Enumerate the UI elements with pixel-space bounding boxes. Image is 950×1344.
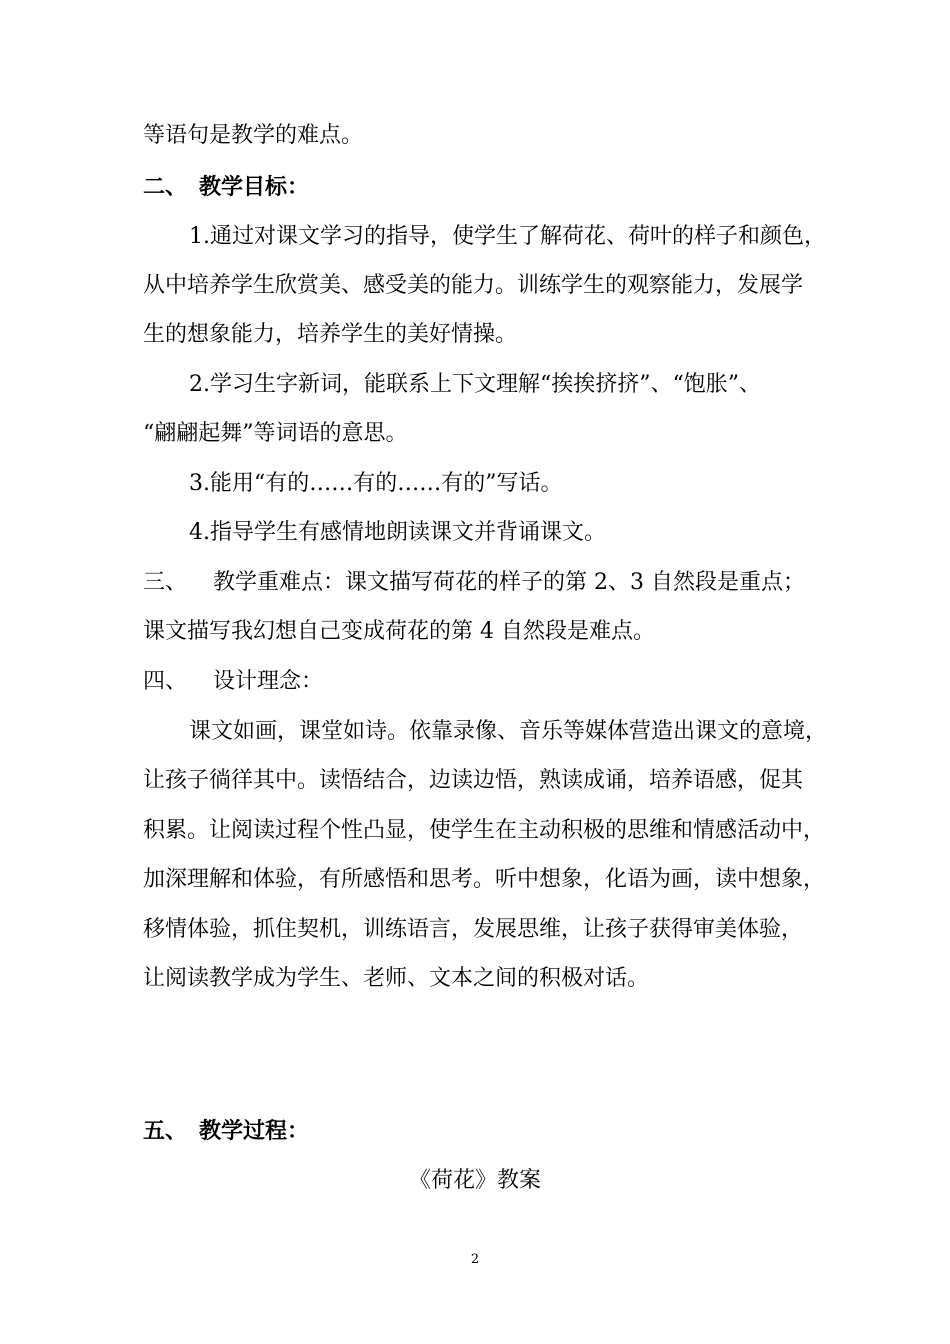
paragraph-line: 4.指导学生有感情地朗读课文并背诵课文。	[189, 520, 606, 545]
paragraph-line: 生的想象能力，培养学生的美好情操。	[143, 322, 518, 347]
section-heading-objectives	[143, 172, 309, 202]
paragraph-line: “翩翩起舞”等词语的意思。	[143, 421, 408, 446]
section-title: 教学目标：	[199, 174, 310, 200]
section-number: 三、	[143, 570, 188, 595]
section-heading-design-concept	[143, 667, 323, 697]
paragraph-line: 课文如画，课堂如诗。依靠录像、音乐等媒体营造出课文的意境，	[189, 719, 828, 744]
paragraph-line: 积累。让阅读过程个性凸显，使学生在主动积极的思维和情感活动中，	[143, 818, 826, 843]
section-number: 五、	[143, 1118, 188, 1144]
paragraph-line: 加深理解和体验，有所感悟和思考。听中想象，化语为画，读中想象，	[143, 867, 826, 892]
lesson-plan-title: 《荷花》教案	[408, 1168, 541, 1193]
paragraph-line: 从中培养学生欣赏美、感受美的能力。训练学生的观察能力，发展学	[143, 273, 804, 298]
section-heading-key-points	[143, 568, 805, 598]
paragraph-line: 2.学习生字新词，能联系上下文理解“挨挨挤挤”、“饱胀”、	[189, 372, 761, 397]
paragraph-line: 让阅读教学成为学生、老师、文本之间的积极对话。	[143, 966, 650, 991]
section-heading-teaching-process	[143, 1116, 309, 1146]
paragraph-line: 课文描写我幻想自己变成荷花的第 4 自然段是难点。	[143, 619, 655, 644]
paragraph-line: 3.能用“有的……有的……有的”写话。	[189, 471, 563, 496]
paragraph-line: 等语句是教学的难点。	[143, 123, 364, 148]
section-title: 设计理念：	[213, 669, 324, 694]
paragraph-line: 移情体验，抓住契机，训练语言，发展思维，让孩子获得审美体验，	[143, 917, 804, 942]
paragraph-line: 1.通过对课文学习的指导，使学生了解荷花、荷叶的样子和颜色，	[189, 224, 826, 249]
section-title: 教学过程：	[199, 1118, 310, 1144]
page-number: 2	[470, 1252, 480, 1267]
section-title: 教学重难点：课文描写荷花的样子的第 2、3 自然段是重点；	[213, 570, 805, 595]
section-number: 四、	[143, 669, 188, 694]
section-number: 二、	[143, 174, 188, 200]
paragraph-line: 让孩子徜徉其中。读悟结合，边读边悟，熟读成诵，培养语感，促其	[143, 768, 804, 793]
